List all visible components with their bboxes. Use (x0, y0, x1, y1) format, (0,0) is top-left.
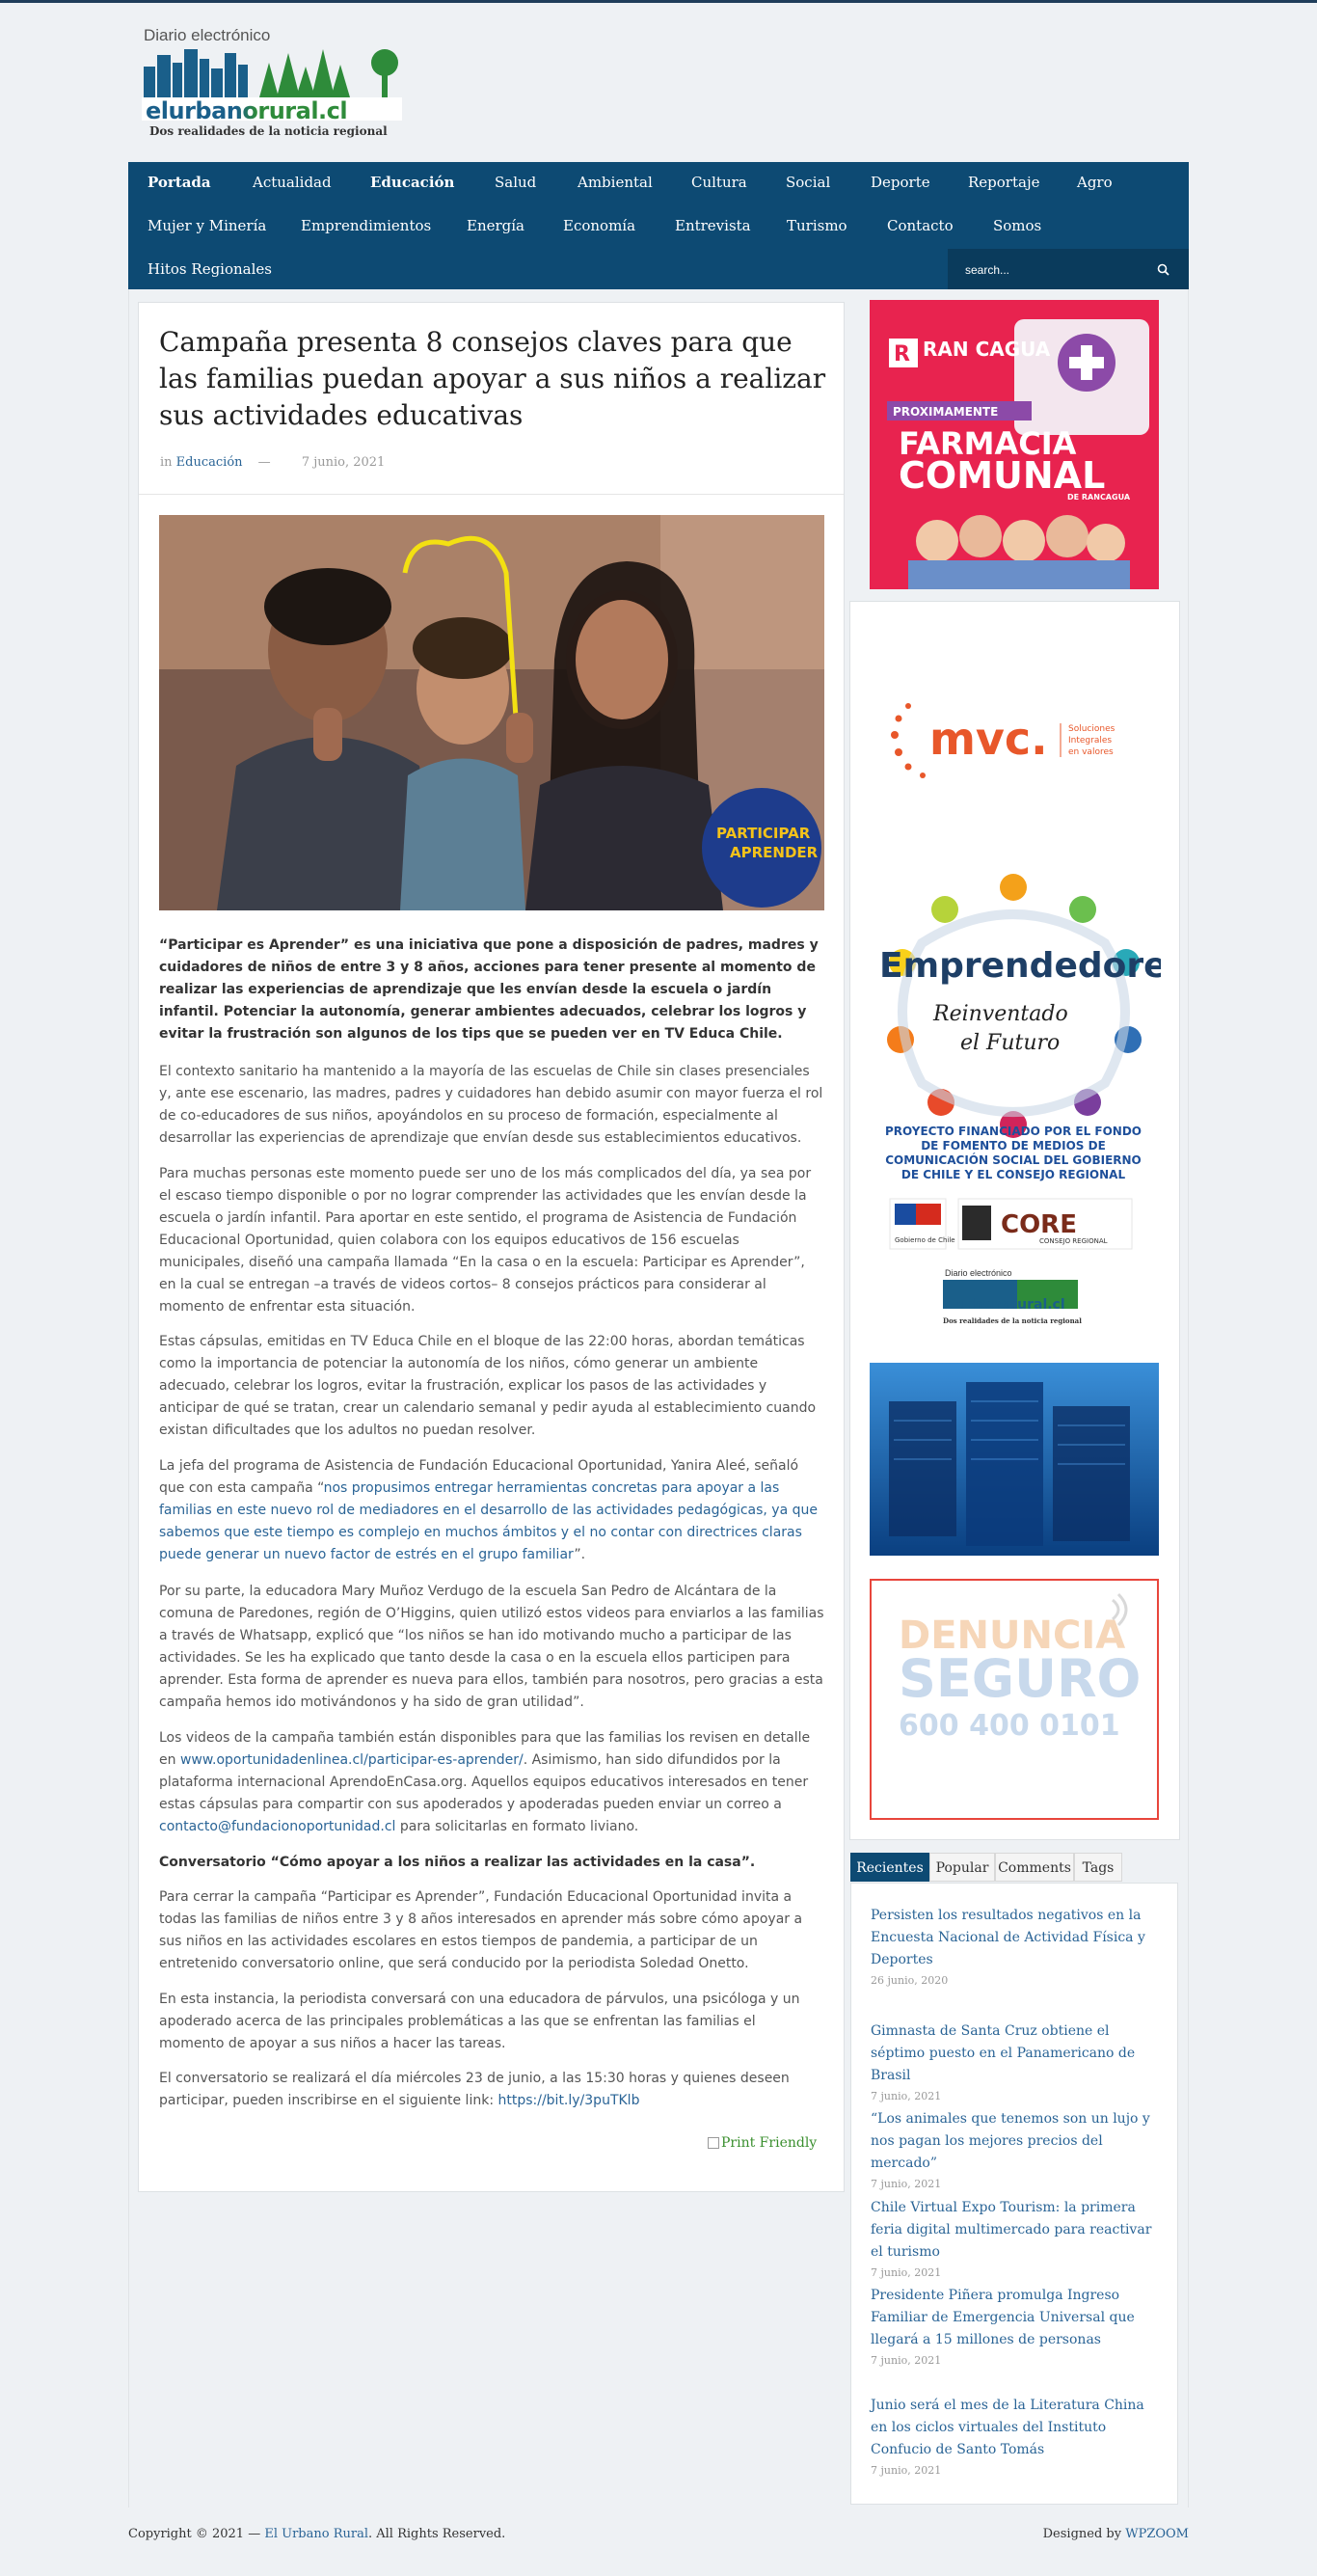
nav-item-reportaje[interactable]: Reportaje (968, 174, 1040, 191)
tab-recientes[interactable]: Recientes (850, 1853, 929, 1882)
nav-item-entrevista[interactable]: Entrevista (675, 217, 751, 234)
article-paragraph: Para muchas personas este momento puede ser uno de los más complicados del día, ya sea por el escaso tiempo disponible o por no lograr comprender las actividades que les envían desde la escuela o jardín infantil. Para aportar en este sentido, el programa de Asistencia de Fundación Educacional Oportunidad, quien colabora con los equipos educativos de 156 escuelas municipales, diseñó una campaña llamada “En la casa o en la escuela: Participar es Aprender”, en la cual se entregan –a través de videos cortos– 8 consejos prácticos para considerar al momento de enfrentar esta situación. (159, 1166, 812, 1315)
emprendedores-banner (866, 866, 1161, 1261)
meta-dash: — (257, 455, 271, 470)
emprendedores-sub2: el Futuro (960, 1031, 1061, 1055)
farmacia-line2: COMUNAL (899, 454, 1106, 497)
logo-wordmark: elurbanorural.cl (146, 97, 348, 124)
denuncia-phone: 600 400 0101 (899, 1709, 1120, 1743)
recent-post-date: 7 junio, 2021 (871, 2178, 942, 2190)
recent-post-link[interactable]: Gimnasta de Santa Cruz obtiene el séptimo puesto en el Panamericano de Brasil (871, 2023, 1136, 2083)
oportunidad-link[interactable]: www.oportunidadenlinea.cl/participar-es-aprender/ (179, 1752, 524, 1768)
photo-badge-line1: PARTICIPAR (716, 825, 811, 842)
denuncia-line2: SEGURO (899, 1648, 1142, 1709)
mvc-sub1: Soluciones (1068, 724, 1115, 734)
nav-item-agro[interactable]: Agro (1077, 174, 1113, 191)
site-logo[interactable] (142, 22, 412, 148)
article-paragraph: En esta instancia, la periodista conversará con una educadora de párvulos, una psicóloga y un apoderado acerca de las principales problemáticas a las que se enfrentan las familias el momento de apoyar a sus niños a hacer las tareas. (159, 1992, 800, 2051)
tab-comments[interactable]: Comments (995, 1853, 1074, 1882)
list-item (871, 2197, 1160, 2279)
list-item (871, 2285, 1160, 2367)
contact-email-link[interactable]: contacto@fundacionoportunidad.cl (159, 1819, 396, 1834)
nav-item-educacion[interactable]: Educación (370, 174, 455, 191)
ad-mvc[interactable] (870, 646, 1159, 836)
nav-item-contacto[interactable]: Contacto (887, 217, 954, 234)
print-icon (708, 2137, 719, 2149)
footer-designed-by (1043, 2527, 1189, 2541)
article-paragraph: Para cerrar la campaña “Participar es Aprender”, Fundación Educacional Oportunidad invita a todas las familias de niños entre 3 y 8 años interesados en aprender más sobre cómo apoyar a sus niños en las actividades escolares en estos tiempos de pandemia, a participar de un entretenido conversatorio online, que será conducido por la periodista Soledad Onetto. (159, 1889, 803, 1971)
ad-servers[interactable] (870, 1363, 1159, 1556)
ad-farmacia-comunal[interactable] (870, 300, 1159, 589)
article-category-link[interactable]: Educación (175, 455, 243, 470)
article-paragraph: Estas cápsulas, emitidas en TV Educa Chile en el bloque de las 22:00 horas, abordan temáticas como la importancia de potenciar la autonomía de los niños, cómo generar un ambiente adecuado, celebrar los logros, evitar la frustración, explicar los pasos de las actividades y anticipar de qué se tratan, crear un calendario semanal y pedir ayuda al establecimiento cuando existan dificultades que los adultos no puedan resolver. (159, 1334, 817, 1438)
emprendedores-title: Emprendedores (879, 946, 1161, 986)
nav-item-energia[interactable]: Energía (467, 217, 524, 234)
recent-post-date: 7 junio, 2021 (871, 2354, 942, 2367)
farmacia-sub: DE RANCAGUA (1067, 493, 1131, 502)
footer-rights: . All Rights Reserved. (367, 2527, 506, 2541)
main-navigation (128, 162, 1189, 292)
article-paragraph: El contexto sanitario ha mantenido a la mayoría de las escuelas de Chile sin clases presenciales y, ante ese escenario, las madres, padres y cuidadores han debido asumir con mayor fuerza el rol de co-educadores de sus niños, apoyándolos en su proceso de formación, especialmente al desarrollar las experiencias de aprendizaje que envían desde sus establecimientos educativos. (159, 1064, 823, 1146)
recent-post-link[interactable]: Presidente Piñera promulga Ingreso Familiar de Emergencia Universal que llegará a 15 millones de personas (871, 2288, 1135, 2347)
list-item (871, 2020, 1160, 2102)
divider (139, 494, 844, 495)
article-subheading: Conversatorio “Cómo apoyar a los niños a realizar las actividades en la casa”. (159, 1855, 756, 1870)
core-label: CORE (1001, 1210, 1077, 1239)
quote-link[interactable]: nos propusimos entregar herramientas concretas para apoyar a las familias en este nuevo rol de mediadores en el desarrollo de las actividades pedagógicas, ya que sabemos que este tiempo es complejo en muchos ámbitos y el no contar con directrices claras puede generar un nuevo factor de estrés en el grupo familiar (159, 1480, 818, 1562)
nav-item-cultura[interactable]: Cultura (691, 174, 747, 191)
nav-item-portada[interactable]: Portada (148, 174, 211, 191)
article-title: Campaña presenta 8 consejos claves para que las familias puedan apoyar a sus niños a realizar sus actividades educativas (159, 326, 826, 431)
paragraph-text: ”. (574, 1547, 586, 1562)
list-item (871, 2108, 1160, 2190)
ad-emprendedores[interactable] (866, 866, 1161, 1261)
logo-tagline: Dos realidades de la noticia regional (149, 124, 388, 138)
family-photo-illustration (159, 515, 824, 910)
farmacia-line1: FARMACIA (899, 425, 1077, 462)
tab-popular[interactable]: Popular (929, 1853, 995, 1882)
signup-link[interactable]: https://bit.ly/3puTKlb (497, 2093, 640, 2108)
footer-designer-link[interactable]: WPZOOM (1125, 2527, 1189, 2541)
mini-logo-tagline: Dos realidades de la noticia regional (943, 1316, 1082, 1325)
photo-badge-line2: APRENDER (730, 844, 819, 861)
nav-item-emprendimientos[interactable]: Emprendimientos (301, 217, 432, 234)
nav-item-salud[interactable]: Salud (495, 174, 537, 191)
paragraph-text: . Asimismo, han sido difundidos por la plataforma internacional AprendoEnCasa.org. Aquellos equipos educativos interesados en tener estas cápsulas para compartir con sus apoderados y apoderadas pueden enviar un correo a (159, 1752, 809, 1812)
meta-in-label: in (160, 455, 173, 470)
site-footer (128, 2527, 1189, 2541)
recent-post-link[interactable]: Chile Virtual Expo Tourism: la primera feria digital multimercado para reactivar el turismo (871, 2200, 1152, 2260)
farmacia-rancagua: RAN CAGUA (923, 338, 1051, 361)
list-item (871, 1905, 1160, 1987)
recent-post-link[interactable]: Persisten los resultados negativos en la Encuesta Nacional de Actividad Física y Deportes (871, 1908, 1145, 1967)
article-paragraph: Por su parte, la educadora Mary Muñoz Verdugo de la escuela San Pedro de Alcántara de la comuna de Paredones, región de O’Higgins, quien utilizó estos videos para enviarlos a las familias a través de Whatsapp, explicó que “los niños se han ido motivando mucho a participar de las actividades. Se les ha explicado que tanto desde la casa o en la escuela ellos participen para aprender. Esta forma de aprender es nueva para ellos, también para nosotros, pero gracias a esta campaña hemos ido motivándonos y ha sido de gran utilidad”. (159, 1584, 824, 1710)
nav-item-social[interactable]: Social (786, 174, 831, 191)
article-photo (159, 515, 824, 910)
core-sub: CONSEJO REGIONAL (1039, 1237, 1108, 1245)
mini-logo-kicker: Diario electrónico (945, 1268, 1012, 1278)
article-lead: “Participar es Aprender” es una iniciativa que pone a disposición de padres, madres y cuidadores de niños de entre 3 y 8 años, acciones para tener presente al momento de realizar las experiencias de aprendizaje que les envían desde la escuela o jardín infantil. Potenciar la autonomía, generar ambientes adecuados, celebrar los logros y evitar la frustración son algunos de los tips que se pueden ver en TV Educa Chile. (159, 937, 819, 1042)
farmacia-banner (870, 300, 1159, 589)
footer-copyright: Copyright © 2021 — (128, 2527, 265, 2541)
emprendedores-project: PROYECTO FINANCIADO POR EL FONDO DE FOMENTO DE MEDIOS DE COMUNICACIÓN SOCIAL DEL GOBIERNO DE CHILE Y EL CONSEJO REGIONAL (884, 1125, 1142, 1181)
recent-post-date: 7 junio, 2021 (871, 2090, 942, 2102)
article-date: 7 junio, 2021 (301, 455, 386, 470)
site-header (0, 3, 1317, 292)
recent-post-link[interactable]: Junio será el mes de la Literatura China en los ciclos virtuales del Instituto Confucio de Santo Tomás (871, 2398, 1144, 2457)
article (138, 302, 845, 2192)
print-label: Print Friendly (721, 2135, 818, 2151)
nav-item-actualidad[interactable]: Actualidad (253, 174, 332, 191)
emprendedores-sub1: Reinventado (933, 1002, 1068, 1026)
nav-item-turismo[interactable]: Turismo (787, 217, 847, 234)
recent-post-date: 7 junio, 2021 (871, 2266, 942, 2279)
servers-image (870, 1363, 1159, 1556)
paragraph-text: La jefa del programa de Asistencia de Fundación Educacional Oportunidad, Yanira Aleé, señaló que con esta campaña “ (159, 1458, 799, 1496)
logo-kicker: Diario electrónico (144, 26, 271, 44)
search-box (948, 249, 1189, 292)
article-meta (160, 455, 385, 470)
nav-item-somos[interactable]: Somos (993, 217, 1042, 234)
paragraph-text: El conversatorio se realizará el día miércoles 23 de junio, a las 15:30 horas y quienes deseen participar, pueden inscribirse en el siguiente link: (159, 2071, 790, 2108)
mini-logo-text: elurbanorural.cl (943, 1297, 1065, 1313)
list-item (871, 2395, 1160, 2477)
nav-item-deporte[interactable]: Deporte (871, 174, 930, 191)
svg-text:R: R (894, 342, 910, 366)
footer-designed-label: Designed by (1042, 2527, 1126, 2541)
recent-post-link[interactable]: “Los animales que tenemos son un lujo y nos pagan los mejores precios del mercado” (871, 2111, 1150, 2171)
nav-item-economia[interactable]: Economía (563, 217, 636, 234)
nav-item-mujer-mineria[interactable]: Mujer y Minería (148, 217, 267, 234)
nav-item-hitos-regionales[interactable]: Hitos Regionales (148, 260, 272, 278)
recent-posts-list (850, 1883, 1178, 2505)
mvc-logo-text: mvc. (929, 713, 1048, 765)
tab-tags[interactable]: Tags (1074, 1853, 1122, 1882)
mvc-sub3: en valores (1068, 747, 1114, 757)
gov-label: Gobierno de Chile (895, 1236, 955, 1244)
paragraph-text: Los videos de la campaña también están disponibles para que las familias los revisen en detalle en (159, 1730, 811, 1768)
article-paragraph-quote (159, 1455, 824, 1566)
article-paragraph-links (159, 1727, 824, 1838)
denuncia-line1: DENUNCIA (899, 1613, 1126, 1658)
paragraph-text: para solicitarlas en formato liviano. (395, 1819, 639, 1834)
recent-post-date: 7 junio, 2021 (871, 2464, 942, 2477)
mvc-banner (870, 646, 1159, 836)
mvc-sub2: Integrales (1068, 736, 1113, 746)
farmacia-proximamente: PROXIMAMENTE (893, 405, 999, 419)
search-icon[interactable] (1156, 262, 1171, 278)
ad-denuncia-seguro[interactable] (870, 1579, 1159, 1820)
article-paragraph-signup (159, 2068, 824, 2112)
nav-item-ambiental[interactable]: Ambiental (578, 174, 653, 191)
footer-site-link[interactable]: El Urbano Rural (264, 2527, 368, 2541)
denuncia-banner (872, 1581, 1157, 1818)
search-input[interactable] (965, 260, 1148, 280)
mini-logo[interactable] (926, 1268, 1099, 1336)
recent-post-date: 26 junio, 2020 (871, 1974, 949, 1987)
print-friendly-button[interactable] (708, 2135, 817, 2151)
